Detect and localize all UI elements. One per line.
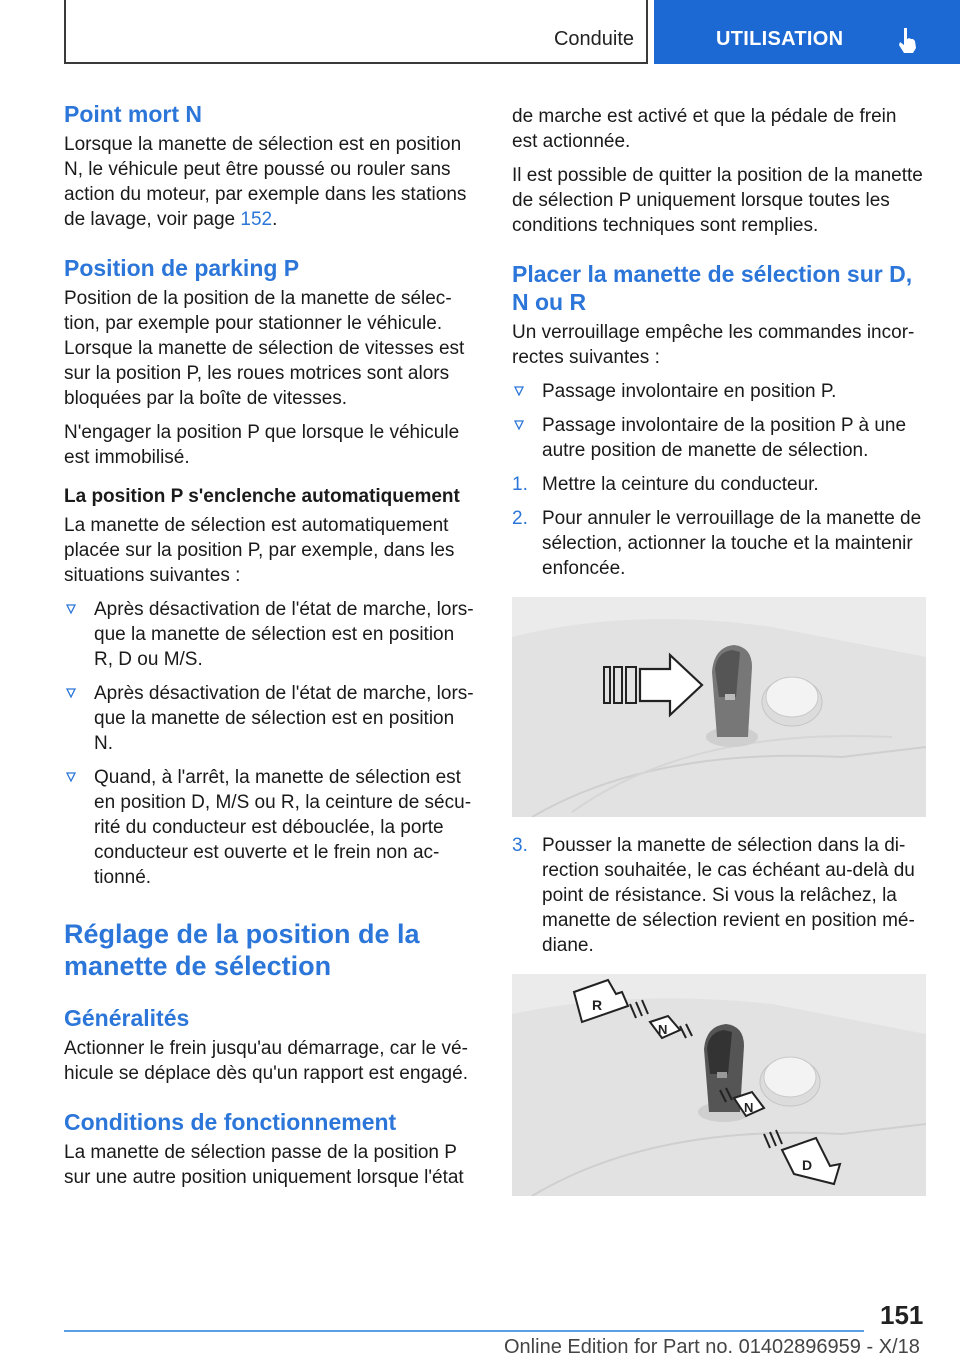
list-item: Après désactivation de l'état de marche, lorsque la manette de sélection est en position N. (64, 681, 478, 756)
list-item: Quand, à l'arrêt, la manette de sélection est en position D, M/S ou R, la ceinture de sécurité du conducteur est débouclée, la porte conducteur est ouverte et le frein non actionné. (64, 765, 478, 890)
list-item: Passage involontaire en position P. (512, 379, 926, 404)
triangle-bullet-icon (514, 420, 524, 430)
heading-generalites: Généralités (64, 1005, 190, 1031)
paragraph-conditions: La manette de sélection passe de la position P sur une autre position uniquement lorsque l'état (64, 1142, 464, 1188)
verrouillage-list (512, 379, 926, 463)
step-item: 2. Pour annuler le verrouillage de la manette de sélection, actionner la touche et la maintenir enfoncée. (512, 508, 922, 579)
paragraph-generalites: Actionner le frein jusqu'au démarrage, car le véhicule se déplace dès qu'un rapport est engagé. (64, 1038, 468, 1084)
header-section-box (64, 0, 648, 64)
heading-reglage: Réglage de la position de la manette de sélection (64, 919, 420, 981)
paragraph-auto-p: La manette de sélection est automatiquement placée sur la position P, par exemple, dans les situations suivantes : (64, 515, 455, 586)
paragraph-parking: Position de la position de la manette de sélection, par exemple pour stationner le véhicule. Lorsque la manette de sélection de vitesses est sur la position P, les roues motrices sont alors bloquées par la boîte de vitesses. (64, 288, 465, 409)
step-number: 1. (512, 474, 528, 495)
figure-selector-positions (512, 974, 926, 1196)
page-number: 151 (880, 1300, 924, 1330)
footer-edition: Online Edition for Part no. 01402896959 - X/18 (504, 1336, 920, 1358)
paragraph-verrouillage: Un verrouillage empêche les commandes incorrectes suivantes : (512, 322, 915, 368)
triangle-bullet-icon (66, 604, 76, 614)
heading-parking: Position de parking P (64, 255, 300, 281)
step-item: 3. Pousser la manette de sélection dans la direction souhaitée, le cas échéant au-delà du point de résistance. Si vous la relâchez, la manette de sélection revient en position médiane. (512, 835, 915, 956)
heading-conditions: Conditions de fonctionnement (64, 1109, 397, 1135)
step-item: 1. Mettre la ceinture du conducteur. (512, 474, 819, 495)
selector-positions-illustration (512, 974, 926, 1196)
list-item: Passage involontaire de la position P à une autre position de manette de sélection. (512, 413, 926, 463)
steps-list-a (512, 472, 926, 581)
triangle-bullet-icon (66, 772, 76, 782)
step-number: 2. (512, 508, 528, 529)
heading-point-mort: Point mort N (64, 101, 202, 127)
steps-list-b (512, 833, 926, 958)
header-tab-label: UTILISATION (716, 28, 844, 50)
paragraph-parking-note: N'engager la position P que lorsque le véhicule est immobilisé. (64, 422, 460, 468)
header-tab[interactable] (654, 0, 960, 64)
heading-placer-manette: Placer la manette de sélection sur D, N ou R (512, 261, 913, 315)
right-column (512, 104, 926, 1212)
triangle-bullet-icon (514, 386, 524, 396)
svg-text:N: N (658, 1022, 668, 1037)
figure-selector-unlock (512, 597, 926, 817)
heading-auto-p: La position P s'enclenche automatiquement (64, 486, 460, 507)
left-column (64, 100, 478, 1199)
svg-text:D: D (802, 1157, 813, 1173)
list-item: Après désactivation de l'état de marche, lorsque la manette de sélection est en position R, D ou M/S. (64, 597, 478, 672)
auto-p-list (64, 597, 478, 890)
hand-pointer-icon (896, 26, 918, 54)
paragraph-point-mort: Lorsque la manette de sélection est en position N, le véhicule peut être poussé ou rouler sans action du moteur, par exemple dans les stations de lavage, voir page 152. (64, 134, 467, 230)
svg-text:R: R (592, 997, 603, 1013)
footer-divider (64, 1330, 864, 1332)
svg-text:N: N (744, 1100, 754, 1115)
paragraph-quitter-p: Il est possible de quitter la position de la manette de sélection P uniquement lorsque toutes les conditions techniques sont remplies. (512, 165, 923, 236)
step-number: 3. (512, 835, 528, 856)
selector-unlock-illustration (512, 597, 926, 817)
header-section-title: Conduite (553, 28, 634, 50)
paragraph-conditions-cont: de marche est activé et que la pédale de frein est actionnée. (512, 106, 897, 152)
triangle-bullet-icon (66, 688, 76, 698)
page-link-152[interactable]: 152 (240, 209, 273, 230)
